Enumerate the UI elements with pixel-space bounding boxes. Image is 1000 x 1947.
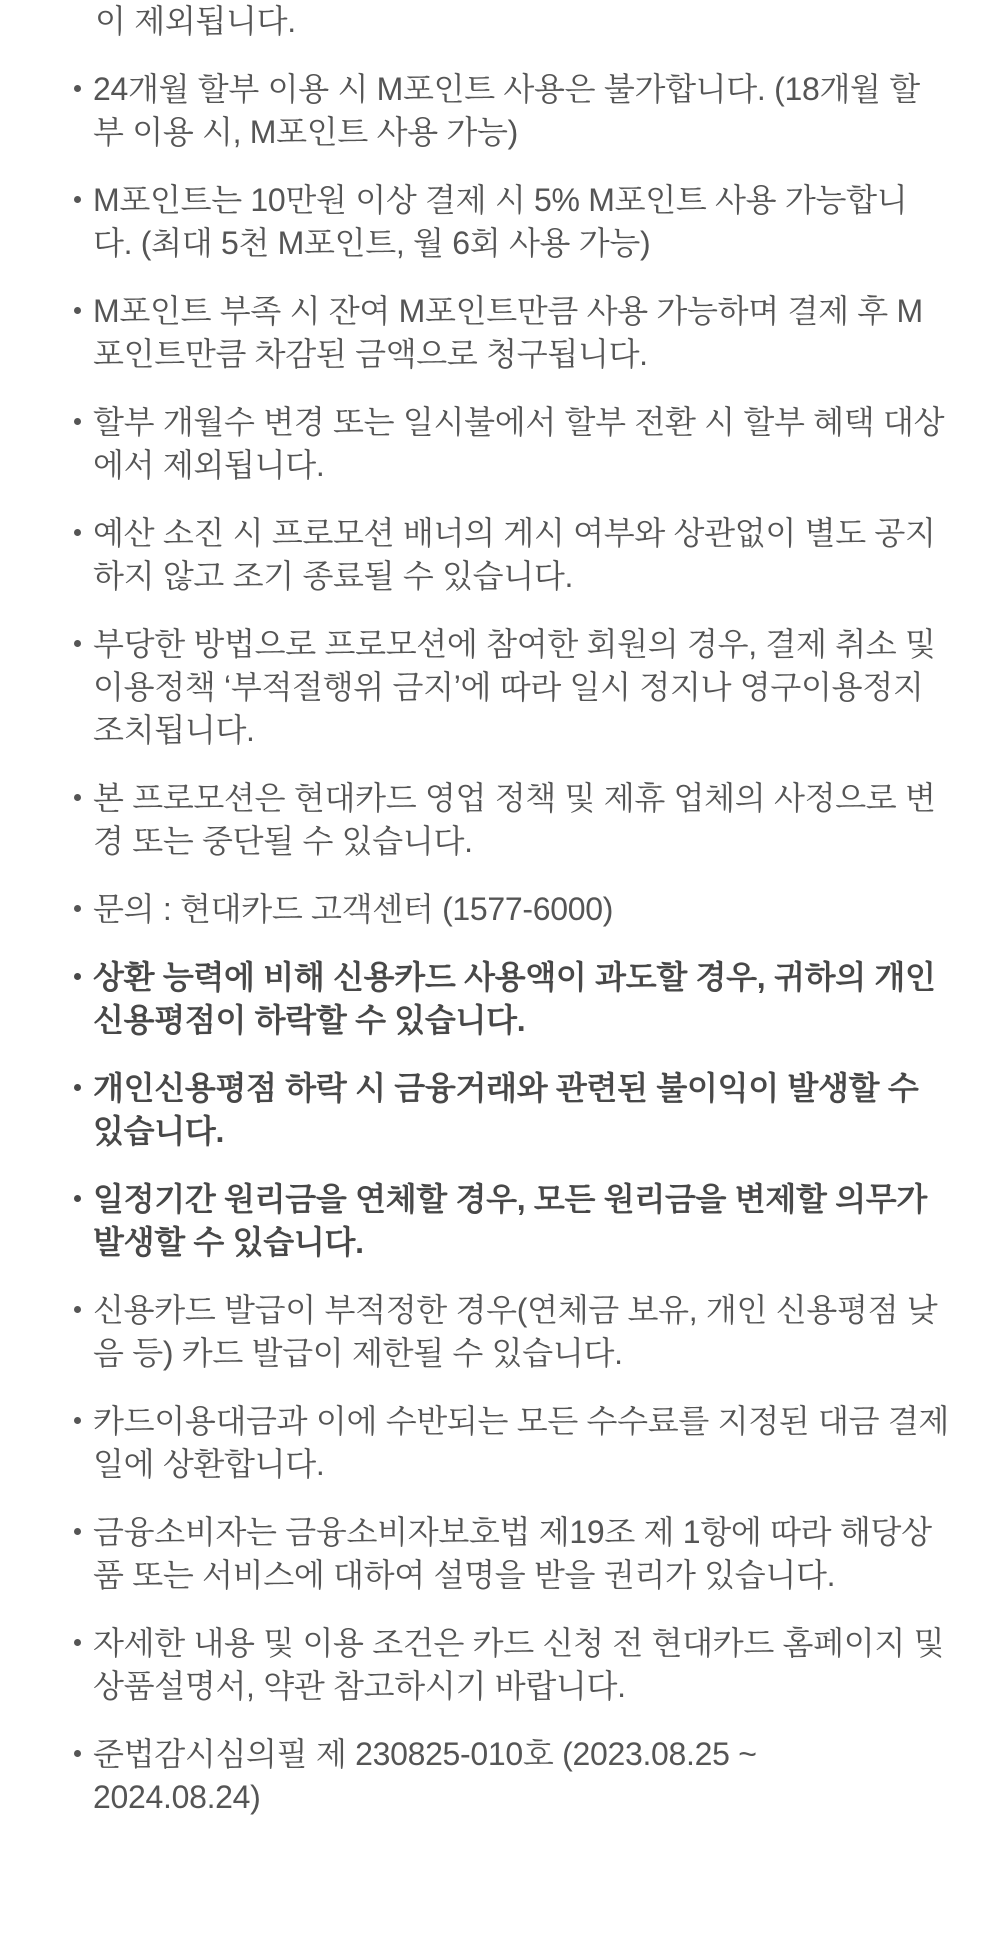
list-item: [0, 956, 960, 1042]
bullet-icon: [74, 1084, 81, 1091]
term-text: 자세한 내용 및 이용 조건은 카드 신청 전 현대카드 홈페이지 및 상품설명서, 약관 참고하시기 바랍니다.: [93, 1625, 945, 1704]
bullet-icon: [74, 1306, 81, 1313]
list-item: [0, 1733, 960, 1819]
list-item: [0, 1400, 960, 1486]
list-item: [0, 777, 960, 863]
bullet-icon: [74, 196, 81, 203]
term-text: 신용카드 발급이 부적정한 경우(연체금 보유, 개인 신용평점 낮 음 등) 카드 발급이 제한될 수 있습니다.: [93, 1292, 938, 1371]
term-text: 카드이용대금과 이에 수반되는 모든 수수료를 지정된 대금 결제 일에 상환합니다.: [93, 1403, 950, 1482]
list-item: [0, 1178, 960, 1264]
term-text: 예산 소진 시 프로모션 배너의 게시 여부와 상관없이 별도 공지 하지 않고 조기 종료될 수 있습니다.: [93, 515, 936, 594]
bullet-icon: [74, 1528, 81, 1535]
list-item: [0, 1622, 960, 1708]
list-item: [0, 512, 960, 598]
terms-continuation-line: 이 제외됩니다.: [95, 3, 296, 39]
bullet-icon: [74, 794, 81, 801]
list-item: [0, 290, 960, 376]
bullet-icon: [74, 640, 81, 647]
term-text: 개인신용평점 하락 시 금융거래와 관련된 불이익이 발생할 수 있습니다.: [93, 1070, 919, 1149]
list-item: [0, 888, 960, 931]
list-item: [0, 179, 960, 265]
bullet-icon: [74, 973, 81, 980]
term-text: M포인트 부족 시 잔여 M포인트만큼 사용 가능하며 결제 후 M 포인트만큼 차감된 금액으로 청구됩니다.: [93, 293, 923, 372]
terms-list: [0, 68, 960, 1819]
bullet-icon: [74, 1639, 81, 1646]
bullet-icon: [74, 307, 81, 314]
term-text: 24개월 할부 이용 시 M포인트 사용은 불가합니다. (18개월 할 부 이용 시, M포인트 사용 가능): [93, 71, 920, 150]
bullet-icon: [74, 905, 81, 912]
list-item: [0, 1511, 960, 1597]
term-text: 상환 능력에 비해 신용카드 사용액이 과도할 경우, 귀하의 개인 신용평점이 하락할 수 있습니다.: [93, 959, 936, 1038]
term-text: M포인트는 10만원 이상 결제 시 5% M포인트 사용 가능합니 다. (최대 5천 M포인트, 월 6회 사용 가능): [93, 182, 908, 261]
list-item: [0, 68, 960, 154]
term-text: 할부 개월수 변경 또는 일시불에서 할부 전환 시 할부 혜택 대상 에서 제외됩니다.: [93, 404, 945, 483]
list-item: [0, 1289, 960, 1375]
term-text: 본 프로모션은 현대카드 영업 정책 및 제휴 업체의 사정으로 변 경 또는 중단될 수 있습니다.: [93, 780, 936, 859]
bullet-icon: [74, 418, 81, 425]
bullet-icon: [74, 1195, 81, 1202]
bullet-icon: [74, 85, 81, 92]
term-text: 문의 : 현대카드 고객센터 (1577-6000): [93, 891, 614, 927]
list-item: [0, 1067, 960, 1153]
term-text: 부당한 방법으로 프로모션에 참여한 회원의 경우, 결제 취소 및 이용정책 ‘부적절행위 금지’에 따라 일시 정지나 영구이용정지 조치됩니다.: [93, 626, 936, 748]
list-item: [0, 623, 960, 752]
bullet-icon: [74, 1417, 81, 1424]
term-text: 준법감시심의필 제 230825-010호 (2023.08.25 ~ 2024.08.24): [93, 1736, 757, 1815]
list-item: [0, 401, 960, 487]
bullet-icon: [74, 529, 81, 536]
term-text: 금융소비자는 금융소비자보호법 제19조 제 1항에 따라 해당상 품 또는 서비스에 대하여 설명을 받을 권리가 있습니다.: [93, 1514, 932, 1593]
bullet-icon: [74, 1750, 81, 1757]
term-text: 일정기간 원리금을 연체할 경우, 모든 원리금을 변제할 의무가 발생할 수 있습니다.: [93, 1181, 928, 1260]
